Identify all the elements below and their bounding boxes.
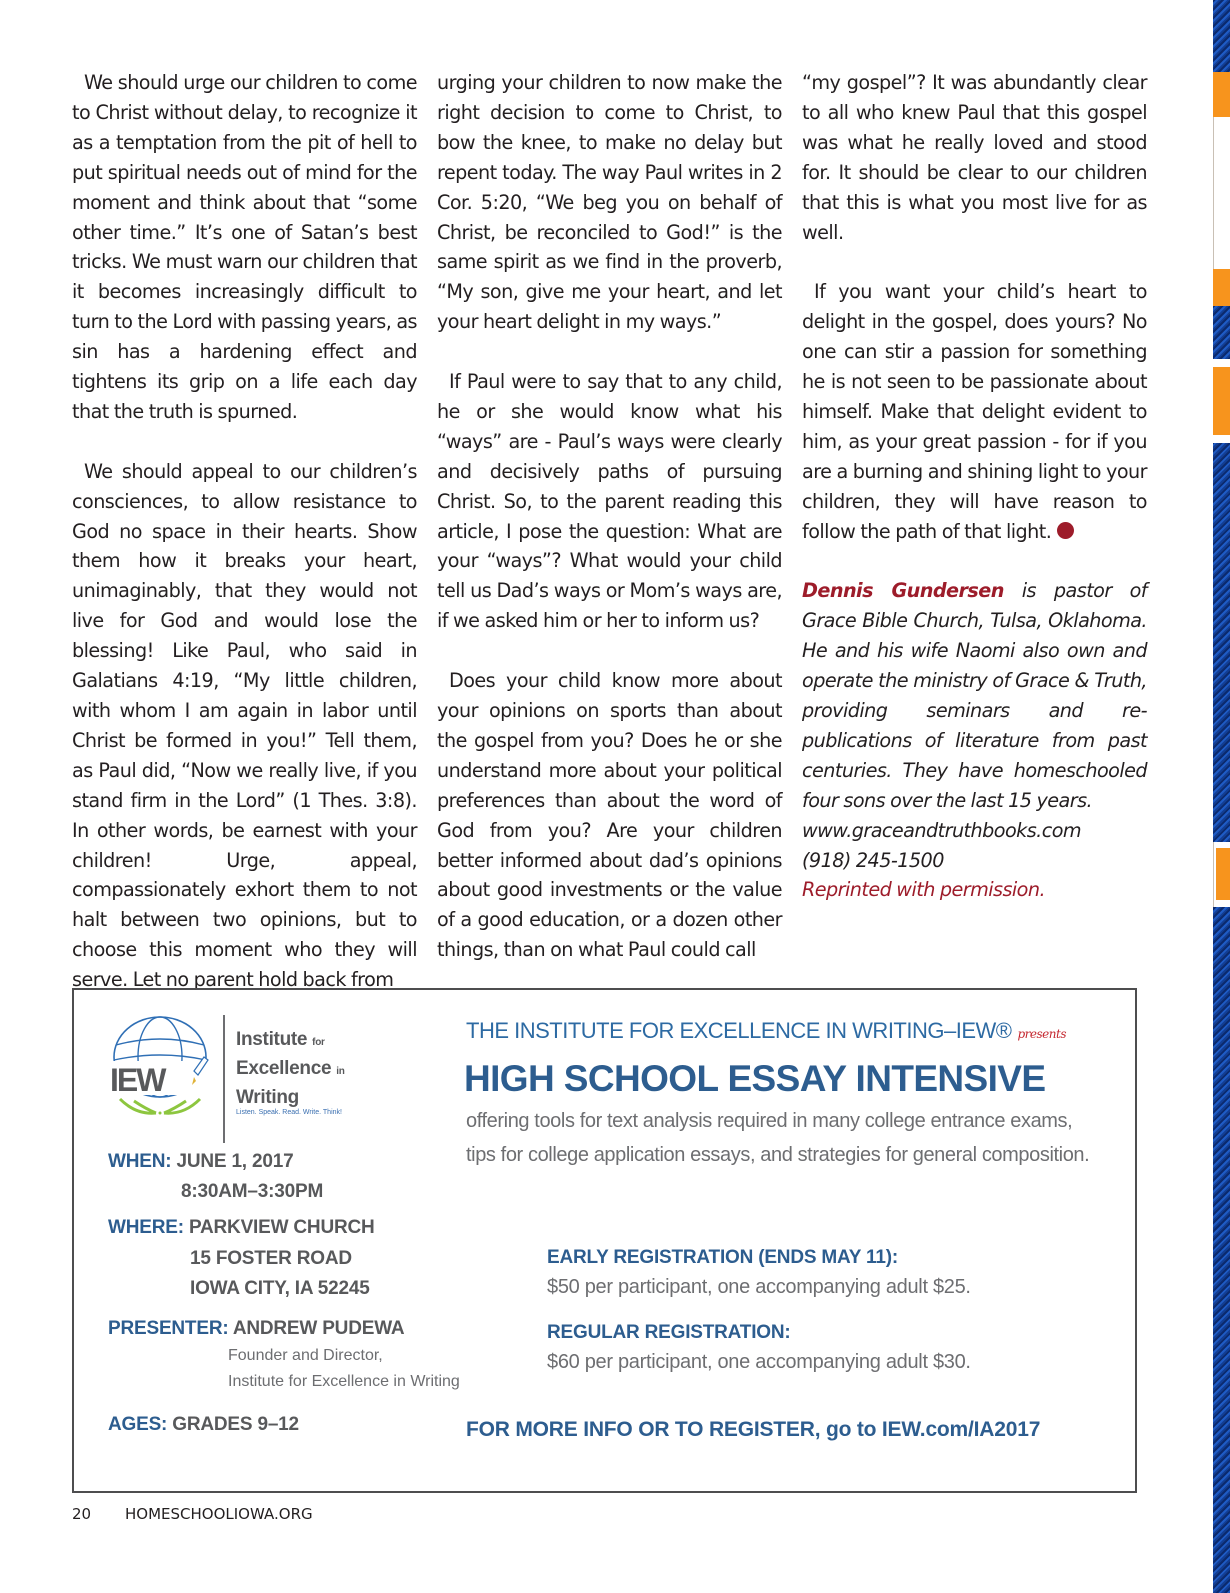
author-name: Dennis Gundersen xyxy=(802,579,1004,603)
author-phone: (918) 245-1500 xyxy=(802,848,944,872)
paragraph: We should appeal to our children’s consciences, to allow resistance to God no space in their hearts. Show them how it breaks your heart, unimaginably, that they would not live for God and would lose the blessing! Like Paul, who said in Galatians 4:19, “My little children, with whom I am again in labor until Christ be formed in you!” Tell them, as Paul did, “Now we really live, if you stand firm in the Lord” (1 Thes. 3:8). In other words, be earnest with your children! Urge, appeal, compassionately exhort them to not halt between two opinions, but to choose this moment who they will serve. Let no parent hold back from xyxy=(72,459,417,992)
event-ages xyxy=(108,1414,299,1436)
author-website: www.graceandtruthbooks.com xyxy=(802,818,1082,842)
ad-description: offering tools for text analysis required in many college entrance exams, tips for college application essays, and strategies for general composition. xyxy=(466,1110,1090,1166)
edge-tab-orange-1 xyxy=(1213,72,1230,117)
event-where xyxy=(108,1217,375,1239)
paragraph: We should urge our children to come to Christ without delay, to recognize it as a temptation from the pit of hell to put spiritual needs out of mind for the moment and think about that “some other time.” It’s one of Satan’s best tricks. We must warn our children that it becomes increasingly difficult to turn to the Lord with passing years, as sin has a hardening effect and tightens its grip on a life each day that the truth is spurned. xyxy=(72,71,417,423)
logo-word: Institute xyxy=(236,1029,308,1050)
register-link[interactable]: FOR MORE INFO OR TO REGISTER, go to IEW.com/IA2017 xyxy=(466,1418,1041,1441)
where-label: WHERE: xyxy=(108,1217,184,1238)
when-date: JUNE 1, 2017 xyxy=(176,1151,294,1172)
where-line: PARKVIEW CHURCH xyxy=(188,1217,375,1238)
presenter-label: PRESENTER: xyxy=(108,1318,229,1339)
ad-title: HIGH SCHOOL ESSAY INTENSIVE xyxy=(464,1058,1046,1099)
regular-registration-heading: REGULAR REGISTRATION: xyxy=(547,1322,791,1343)
when-label: WHEN: xyxy=(108,1151,172,1172)
presenter-title-line: Institute for Excellence in Writing xyxy=(228,1373,460,1390)
early-registration-heading: EARLY REGISTRATION (ENDS MAY 11): xyxy=(547,1247,898,1268)
footer-site: HOMESCHOOLIOWA.ORG xyxy=(125,1505,313,1523)
paragraph-text: If you want your child’s heart to delight in the gospel, does yours? No one can stir a passion for something he is not seen to be passionate about himself. Make that delight evident to him, as your great passion - for if you are a burning and shining light to your children, they will have reason to follow the path of that light. xyxy=(802,280,1147,543)
logo-tagline: Listen. Speak. Read. Write. Think! xyxy=(236,1109,342,1116)
end-of-article-mark-icon xyxy=(1057,522,1074,539)
article-column-2 xyxy=(437,68,782,965)
paragraph-final xyxy=(802,277,1147,546)
edge-gap-white-2 xyxy=(1213,435,1230,443)
where-line: IOWA CITY, IA 52245 xyxy=(190,1278,370,1299)
logo-word-small: in xyxy=(336,1066,345,1077)
ad-kicker-text: THE INSTITUTE FOR EXCELLENCE IN WRITING–IEW® xyxy=(466,1018,1012,1043)
event-when xyxy=(108,1151,293,1173)
presenter-title-line: Founder and Director, xyxy=(228,1347,383,1364)
ad-presents: presents xyxy=(1017,1027,1066,1041)
logo-word: Excellence xyxy=(236,1058,332,1079)
logo-letters: IEW xyxy=(110,1062,165,1098)
logo-wordmark xyxy=(236,1027,345,1111)
reprint-note: Reprinted with permission. xyxy=(802,878,1046,902)
paragraph: Does your child know more about your opinions on sports than about the gospel from you? Does he or she understand more about your political preferences than about the word of God from you? Are your children better informed about dad’s opinions about good investments or the value of a good education, or a dozen other things, than on what Paul could call xyxy=(437,669,782,962)
where-line: 15 FOSTER ROAD xyxy=(190,1248,352,1269)
ages-label: AGES: xyxy=(108,1414,168,1435)
logo-divider xyxy=(223,1015,225,1143)
edge-tab-orange-3 xyxy=(1213,367,1230,435)
early-registration-price: $50 per participant, one accompanying adult $25. xyxy=(547,1276,971,1298)
globe-icon xyxy=(106,1005,218,1125)
ages-value: GRADES 9–12 xyxy=(172,1414,299,1435)
article-column-1 xyxy=(72,68,417,995)
edge-gap-white xyxy=(1213,359,1230,367)
logo-word: Writing xyxy=(236,1087,299,1108)
logo-word-small: for xyxy=(312,1037,325,1048)
when-time: 8:30AM–3:30PM xyxy=(181,1181,324,1202)
edge-tab-orange-2 xyxy=(1213,269,1230,306)
event-presenter xyxy=(108,1318,404,1340)
author-bio-text: is pastor of Grace Bible Church, Tulsa, Oklahoma. He and his wife Naomi also own and operate the ministry of Grace & Truth, providing seminars and re-publications of literature from past centuries. They have homeschooled four sons over the last 15 years. xyxy=(802,579,1147,812)
author-bio xyxy=(802,576,1147,905)
iew-logo xyxy=(106,1005,366,1135)
presenter-name: ANDREW PUDEWA xyxy=(232,1318,405,1339)
page-number: 20 xyxy=(72,1505,92,1523)
edge-tab-white-1 xyxy=(1213,117,1230,269)
article-column-3 xyxy=(802,68,1147,905)
regular-registration-price: $60 per participant, one accompanying adult $30. xyxy=(547,1351,971,1373)
paragraph: If Paul were to say that to any child, he or she would know what his “ways” are - Paul’s ways were clearly and decisively paths of pursuing Christ. So, to the parent reading this article, I pose the question: What are your “ways”? What would your child tell us Dad’s ways or Mom’s ways are, if we asked him or her to inform us? xyxy=(437,370,782,633)
edge-tab-orange-4 xyxy=(1216,848,1230,900)
paragraph: “my gospel”? It was abundantly clear to all who knew Paul that this gospel was what he really loved and stood for. It should be clear to our children that this is what you most live for as well. xyxy=(802,71,1147,244)
presenter-title xyxy=(228,1343,460,1395)
paragraph: urging your children to now make the right decision to come to Christ, to bow the knee, to make no delay but repent today. The way Paul writes in 2 Cor. 5:20, “We beg you on behalf of Christ, be reconciled to God!” is the same spirit as we find in the proverb, “My son, give me your heart, and let your heart delight in my ways.” xyxy=(437,71,782,334)
ad-kicker xyxy=(466,1018,1066,1044)
